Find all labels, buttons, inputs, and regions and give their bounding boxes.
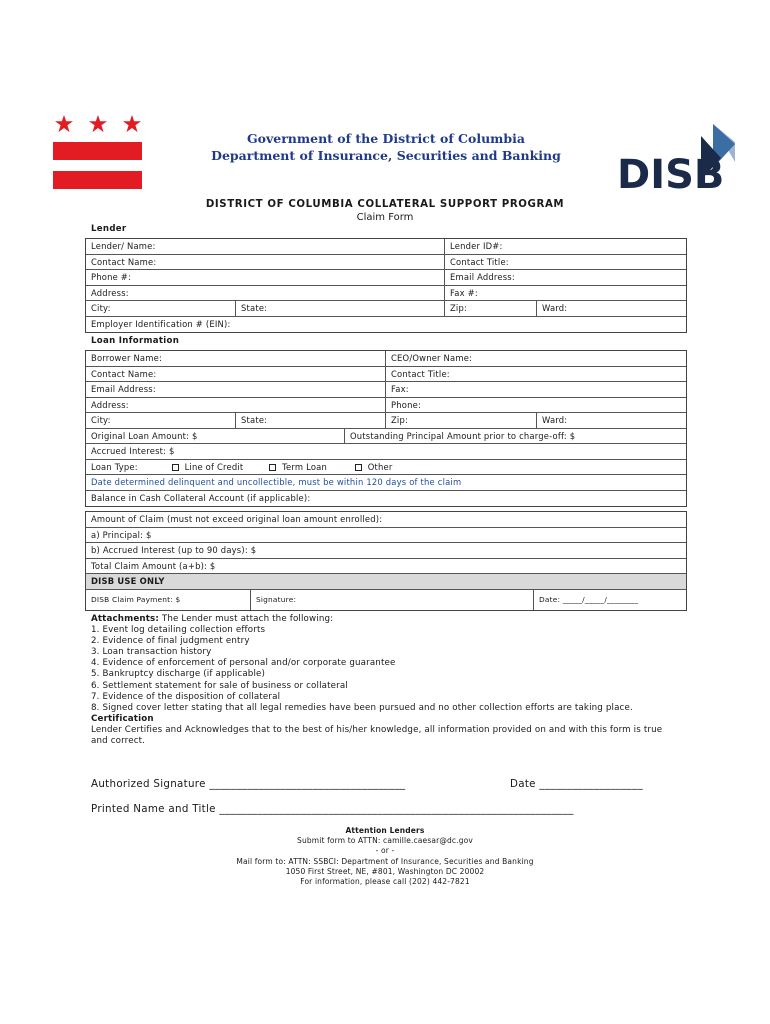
star-icon	[123, 115, 141, 133]
info-phone: For information, please call (202) 442-7821	[300, 877, 470, 887]
claim-table	[85, 511, 687, 611]
claim-accrued-interest-field[interactable]: b) Accrued Interest (up to 90 days): $	[91, 545, 257, 555]
program-title: DISTRICT OF COLUMBIA COLLATERAL SUPPORT PROGRAM	[205, 199, 565, 210]
lender-id-field[interactable]: Lender ID#:	[444, 239, 688, 254]
principal-field[interactable]: a) Principal: $	[91, 529, 152, 540]
certification-text: Lender Certifies and Acknowledges that to the best of his/her knowledge, all information provided on and with this form is true and correct.	[91, 724, 663, 747]
attachments-intro-bold: Attachments:	[91, 614, 159, 624]
footer-or: - or -	[375, 846, 395, 856]
borrower-email-field[interactable]: Email Address:	[91, 384, 156, 394]
loan-type-row	[86, 460, 688, 475]
star-icon	[89, 115, 107, 133]
lender-state-field[interactable]: State:	[235, 301, 444, 316]
disb-date-field[interactable]: Date: _____/_____/________	[533, 590, 688, 610]
lender-ein-field[interactable]: Employer Identification # (EIN):	[91, 318, 231, 329]
lender-phone-field[interactable]: Phone #:	[91, 272, 132, 282]
ceo-owner-name-field[interactable]: CEO/Owner Name:	[385, 351, 688, 366]
lender-fax-field[interactable]: Fax #:	[444, 286, 688, 301]
attachments-section	[91, 614, 681, 747]
lender-section-label: Lender	[91, 224, 127, 234]
lender-city-field[interactable]: City:	[91, 303, 111, 313]
borrower-zip-field[interactable]: Zip:	[385, 413, 536, 428]
attachment-item: 6. Settlement statement for sale of business or collateral	[91, 680, 348, 691]
borrower-phone-field[interactable]: Phone:	[385, 398, 688, 413]
government-heading	[186, 130, 586, 164]
lender-ward-field[interactable]: Ward:	[536, 301, 688, 316]
lender-email-field[interactable]: Email Address:	[444, 270, 688, 285]
borrower-ward-field[interactable]: Ward:	[536, 413, 688, 428]
other-label: Other	[367, 461, 393, 472]
attachment-item: 3. Loan transaction history	[91, 647, 212, 658]
attachment-item: 4. Evidence of enforcement of personal and/or corporate guarantee	[91, 658, 396, 669]
footer	[0, 826, 770, 887]
flag-bar	[53, 171, 142, 189]
disb-logo	[617, 122, 735, 192]
total-claim-amount-field[interactable]: Total Claim Amount (a+b): $	[91, 560, 216, 571]
delinquent-date-field[interactable]: Date determined delinquent and uncollectible, must be within 120 days of the claim	[91, 477, 462, 487]
original-loan-amount-field[interactable]: Original Loan Amount: $	[91, 430, 198, 441]
lender-contact-title-field[interactable]: Contact Title:	[444, 255, 688, 270]
gov-line2: Department of Insurance, Securities and Banking	[211, 148, 561, 163]
loan-section-label: Loan Information	[91, 336, 180, 346]
attachment-item: 7. Evidence of the disposition of collateral	[91, 691, 281, 702]
attachment-item: 1. Event log detailing collection efforts	[91, 625, 266, 636]
disb-claim-payment-field[interactable]: DISB Claim Payment: $	[91, 594, 181, 604]
mail-to: Mail form to: ATTN: SSBCI: Department of Insurance, Securities and Banking	[236, 856, 534, 866]
gov-line1: Government of the District of Columbia	[246, 131, 525, 146]
line-of-credit-checkbox[interactable]	[172, 464, 179, 471]
disb-use-only-label: DISB USE ONLY	[91, 576, 165, 586]
mail-address: 1050 First Street, NE, #801, Washington DC 20002	[285, 866, 485, 876]
term-loan-checkbox[interactable]	[269, 464, 276, 471]
printed-name-title-line[interactable]: Printed Name and Title _________________________________________________________________	[91, 803, 574, 815]
outstanding-principal-field[interactable]: Outstanding Principal Amount prior to charge-off: $	[344, 429, 688, 444]
submit-email: Submit form to ATTN: camille.caesar@dc.gov	[297, 836, 473, 846]
attention-lenders: Attention Lenders	[345, 826, 425, 835]
line-of-credit-label: Line of Credit	[184, 461, 244, 472]
term-loan-label: Term Loan	[282, 461, 327, 472]
disb-logo-text: DISB	[617, 152, 725, 192]
attachments-intro	[91, 614, 681, 625]
lender-contact-name-field[interactable]: Contact Name:	[91, 256, 157, 267]
loan-type-label: Loan Type:	[91, 461, 138, 472]
lender-zip-field[interactable]: Zip:	[444, 301, 536, 316]
collateral-balance-field[interactable]: Balance in Cash Collateral Account (if applicable):	[91, 492, 311, 503]
attachment-item: 5. Bankruptcy discharge (if applicable)	[91, 669, 266, 680]
lender-name-field[interactable]: Lender/ Name:	[91, 241, 156, 251]
amount-of-claim-label: Amount of Claim (must not exceed original loan amount enrolled):	[91, 514, 383, 524]
other-checkbox[interactable]	[355, 464, 362, 471]
borrower-contact-title-field[interactable]: Contact Title:	[385, 367, 688, 382]
signature-date-line[interactable]: Date ___________________	[510, 778, 643, 790]
borrower-fax-field[interactable]: Fax:	[385, 382, 688, 397]
flag-bar	[53, 142, 142, 160]
dc-flag-logo	[53, 115, 143, 191]
lender-table	[85, 238, 687, 333]
attachment-item: 2. Evidence of final judgment entry	[91, 636, 250, 647]
attachments-intro-text: The Lender must attach the following:	[158, 614, 334, 624]
borrower-state-field[interactable]: State:	[235, 413, 385, 428]
loan-table	[85, 350, 687, 507]
lender-address-field[interactable]: Address:	[91, 287, 129, 298]
loan-accrued-interest-field[interactable]: Accrued Interest: $	[91, 446, 175, 456]
borrower-name-field[interactable]: Borrower Name:	[91, 353, 162, 363]
authorized-signature-line[interactable]: Authorized Signature ____________________________________	[91, 778, 406, 790]
disb-signature-field[interactable]: Signature:	[250, 590, 533, 610]
borrower-address-field[interactable]: Address:	[91, 399, 129, 410]
certification-title: Certification	[91, 713, 154, 724]
borrower-contact-name-field[interactable]: Contact Name:	[91, 368, 157, 379]
borrower-city-field[interactable]: City:	[91, 415, 111, 425]
star-icon	[55, 115, 73, 133]
attachment-item: 8. Signed cover letter stating that all legal remedies have been pursued and no other collection efforts are taking place.	[91, 702, 633, 713]
program-subtitle: Claim Form	[356, 212, 414, 223]
